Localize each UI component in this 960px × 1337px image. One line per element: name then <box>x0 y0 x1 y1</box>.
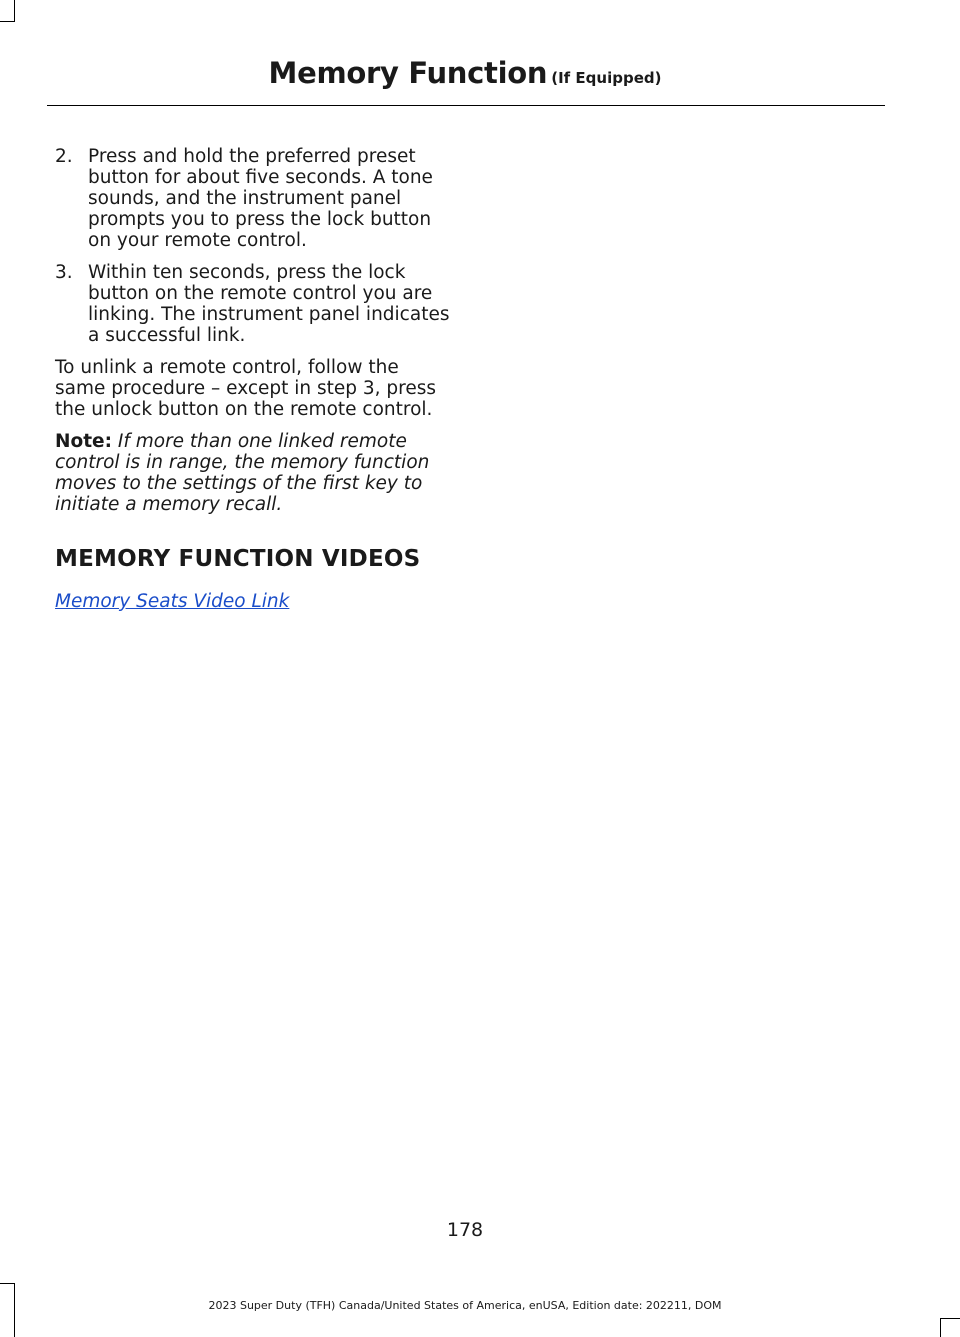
step-item <box>55 262 451 346</box>
header-divider <box>47 105 885 106</box>
step-text: Within ten seconds, press the lock button on the remote control you are linking. The instrument panel indicates a successful link. <box>88 262 450 346</box>
page-header <box>0 56 930 90</box>
unlink-paragraph: To unlink a remote control, follow the same procedure – except in step 3, press the unlock button on the remote control. <box>55 357 437 420</box>
page-title-qualifier: (If Equipped) <box>551 69 662 87</box>
crop-mark-top-left-horizontal <box>0 21 15 22</box>
crop-mark-bottom-left-horizontal <box>0 1283 15 1284</box>
note-label: Note: <box>55 431 112 452</box>
crop-mark-bottom-right-horizontal <box>940 1318 960 1319</box>
footer-edition-info: 2023 Super Duty (TFH) Canada/United States of America, enUSA, Edition date: 202211, DOM <box>208 1299 722 1312</box>
crop-mark-top-left-vertical <box>14 0 15 22</box>
page-title: Memory Function <box>268 56 548 90</box>
step-item <box>55 146 451 251</box>
step-number: 3. <box>55 262 73 283</box>
step-number: 2. <box>55 146 73 167</box>
section-heading: MEMORY FUNCTION VIDEOS <box>55 546 421 572</box>
page-number: 178 <box>446 1219 484 1241</box>
note-text: If more than one linked remote control is in range, the memory function moves to the settings of the first key to initiate a memory recall. <box>55 431 430 515</box>
step-text: Press and hold the preferred preset button for about five seconds. A tone sounds, and the instrument panel prompts you to press the lock button on your remote control. <box>88 146 433 251</box>
main-content <box>55 146 451 612</box>
crop-mark-bottom-right-vertical <box>940 1318 941 1337</box>
memory-seats-video-link[interactable]: Memory Seats Video Link <box>55 591 290 612</box>
note <box>55 431 451 515</box>
